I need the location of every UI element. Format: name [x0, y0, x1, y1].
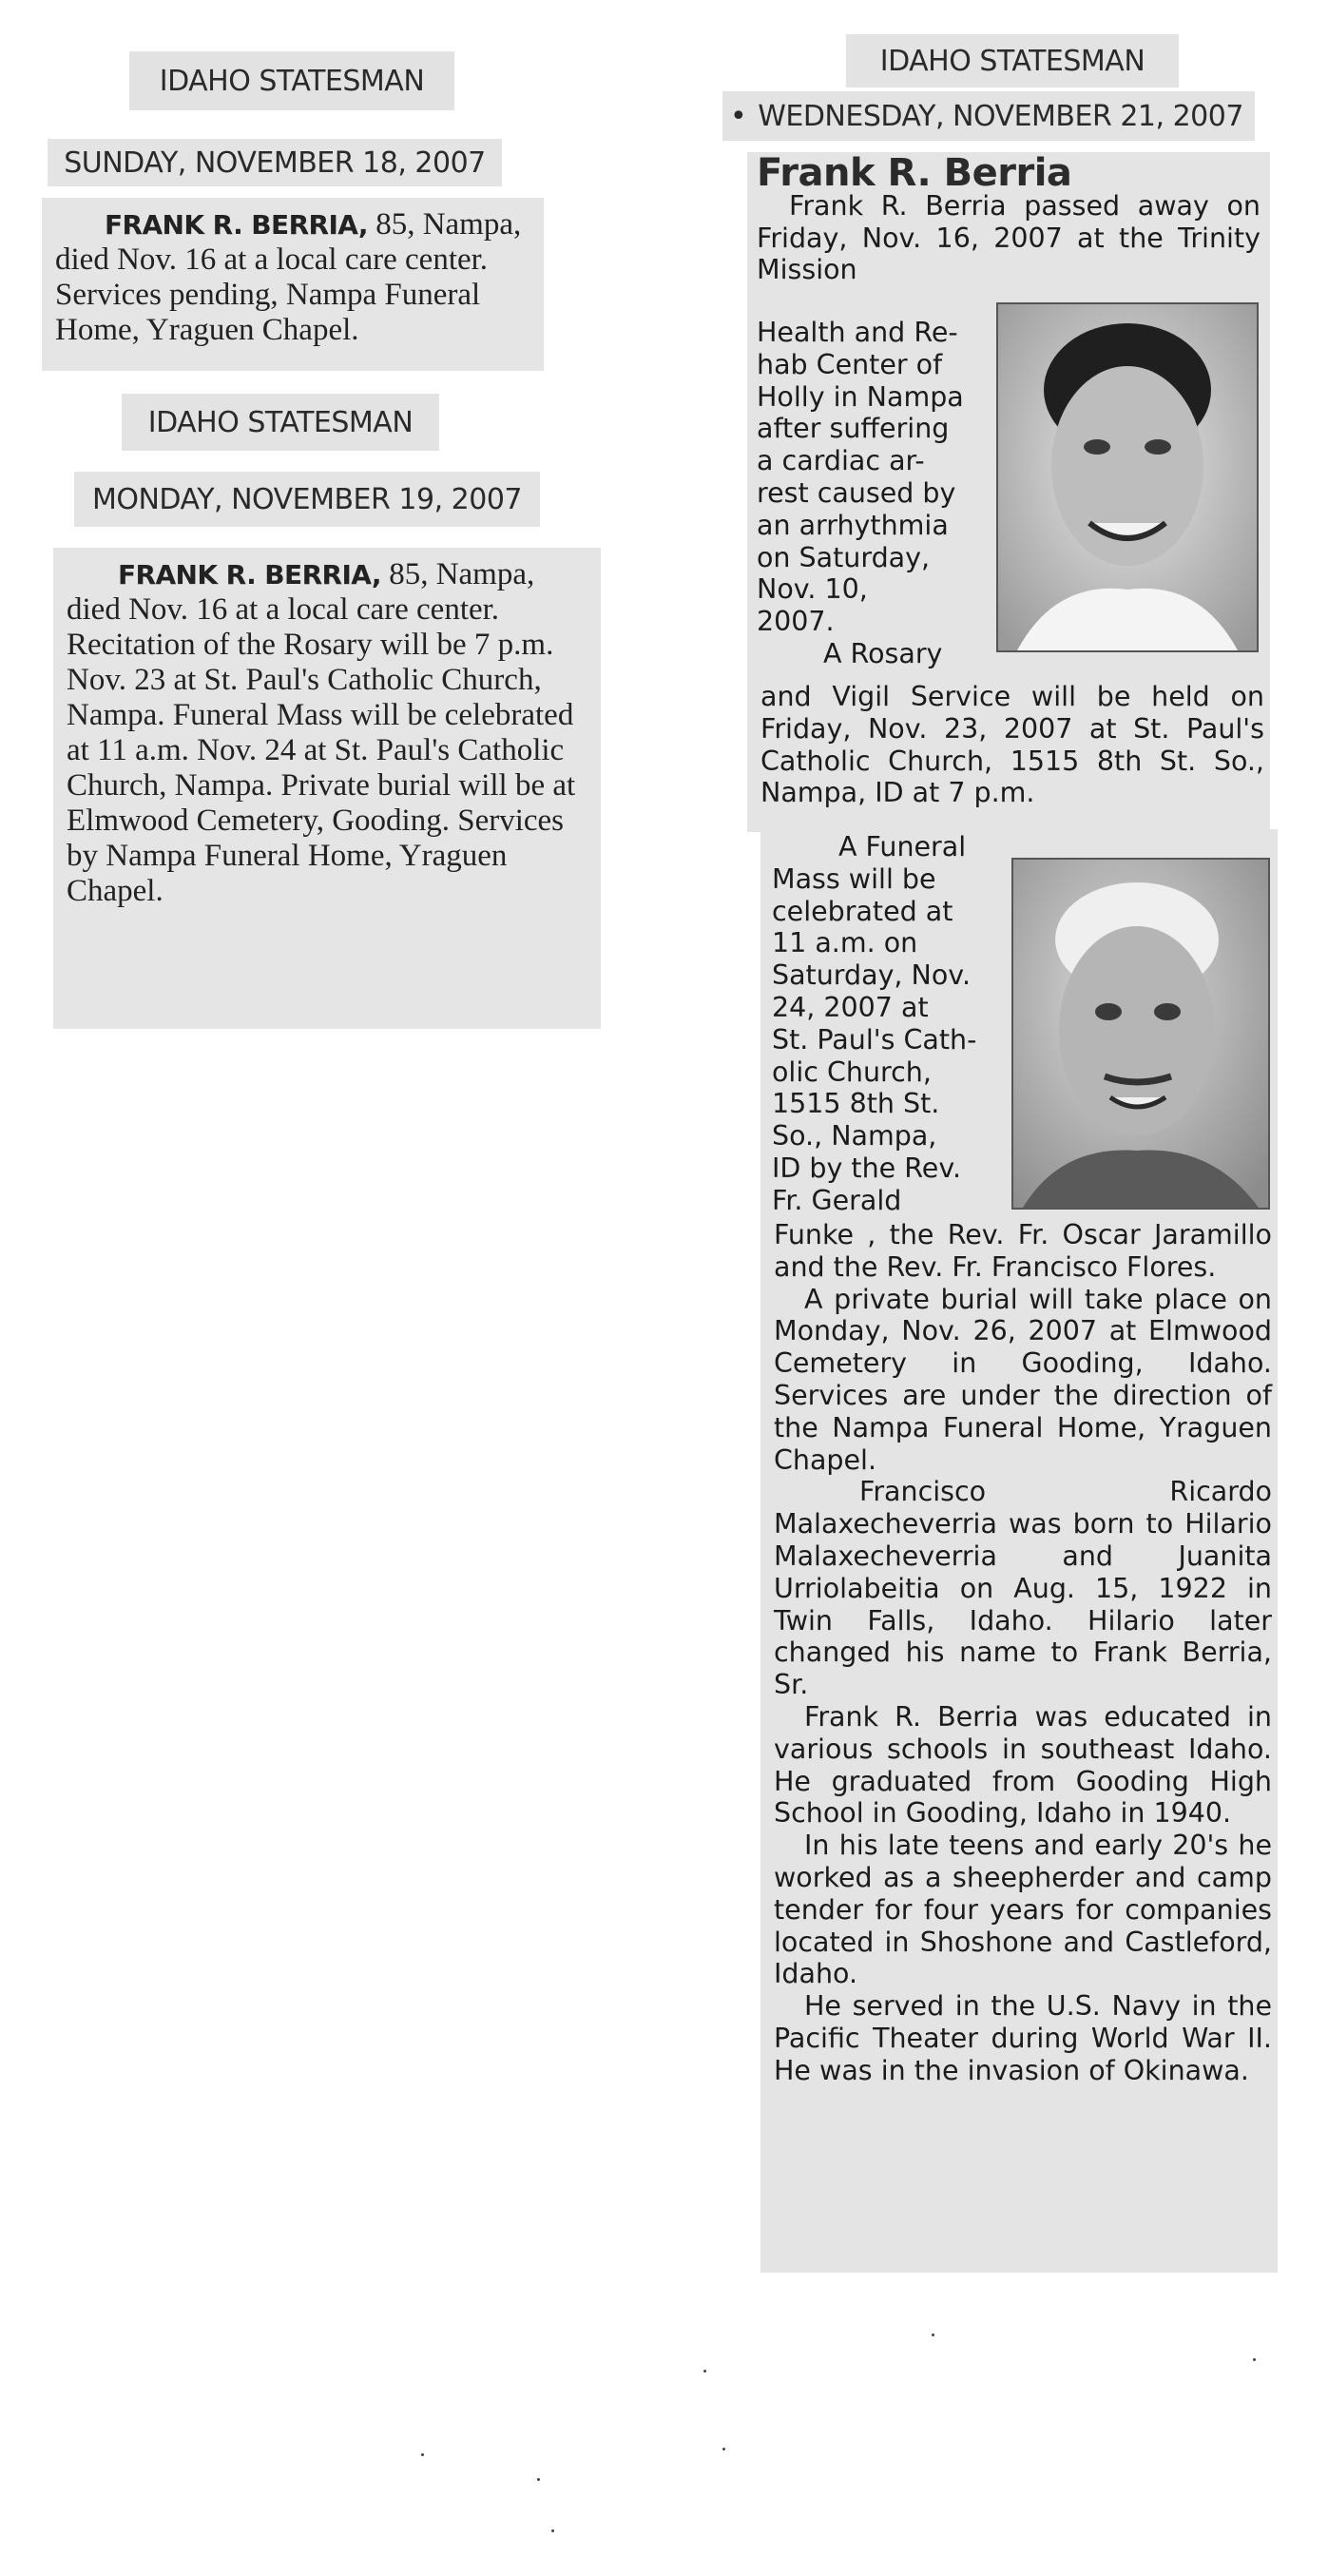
side-line: after suffering	[757, 413, 950, 445]
clip2-text: 85, Nampa, died Nov. 16 at a local care center. Recitation of the Rosary will be 7 p.m. Nov. 23 at St. Paul's Catholic Church, Nampa. Funeral Mass will be celebrated at 11 a.m. Nov. 24 at St. Paul's Catholic Church, Nampa. Private burial will be at Elmwood Cemetery, Gooding. Services by Nampa Funeral Home, Yraguen Chapel.	[67, 557, 576, 908]
clip2-paper-label	[122, 394, 439, 451]
clip3-date-label	[722, 91, 1255, 141]
side-line: 24, 2007 at	[772, 991, 929, 1023]
side-line: an arrhythmia	[757, 509, 949, 541]
portrait-young-icon	[998, 304, 1257, 650]
scan-speck	[537, 2478, 540, 2481]
side-line: 2007.	[757, 606, 835, 638]
side-line: Health and Re-	[757, 317, 958, 348]
side-line: on Saturday,	[757, 541, 931, 573]
clip2-date: MONDAY, NOVEMBER 19, 2007	[91, 482, 522, 516]
side-line: A Rosary	[823, 637, 943, 669]
obit-para3-side	[772, 831, 1004, 1217]
scan-speck	[1253, 2358, 1256, 2361]
clip1-notice	[42, 198, 544, 371]
side-line: So., Nampa,	[772, 1120, 937, 1152]
clip2-date-label	[74, 472, 540, 527]
obit-para8: He served in the U.S. Navy in the Pacific Theater during World War II. He was in the invasion of Okinawa.	[774, 1990, 1272, 2086]
side-line: ID by the Rev.	[772, 1152, 962, 1184]
portrait-older-icon	[1013, 860, 1268, 1208]
side-line: Nov. 10,	[757, 573, 868, 606]
clip1-date: SUNDAY, NOVEMBER 18, 2007	[64, 145, 486, 180]
side-line: Fr. Gerald	[772, 1184, 902, 1216]
obit-para7: In his late teens and early 20's he worked as a sheepherder and camp tender for four years for companies located in Shoshone and Castleford, Idaho.	[774, 1830, 1272, 1990]
clip1-name: FRANK R. BERRIA,	[105, 209, 368, 241]
obit-para2: and Vigil Service will be held on Friday, Nov. 23, 2007 at St. Paul's Catholic Church, 1515 8th St. So., Nampa, ID at 7 p.m.	[760, 681, 1264, 809]
scan-speck	[932, 2334, 934, 2336]
portrait-photo-young	[996, 302, 1259, 652]
side-line: 1515 8th St.	[772, 1088, 940, 1120]
obit-para4: A private burial will take place on Monday, Nov. 26, 2007 at Elmwood Cemetery in Gooding, Idaho. Services are under the direction of the Nampa Funeral Home, Yraguen Chapel.	[774, 1283, 1272, 1476]
obit-para2-rest	[760, 681, 1264, 809]
side-line: Holly in Nampa	[757, 380, 964, 413]
scan-speck	[703, 2370, 706, 2373]
side-line: rest caused by	[757, 476, 956, 509]
scan-speck	[722, 2448, 725, 2450]
scan-speck	[421, 2453, 424, 2456]
scan-speck	[551, 2529, 554, 2532]
clip3-paper-name: IDAHO STATESMAN	[879, 44, 1145, 78]
side-line: 11 a.m. on	[772, 927, 918, 959]
side-line: Saturday, Nov.	[772, 959, 972, 992]
clip2-name: FRANK R. BERRIA,	[118, 559, 381, 591]
obit-para1-top: Frank R. Berria passed away on Friday, Nov. 16, 2007 at the Trinity Mission	[757, 189, 1261, 286]
clip2-paper-name: IDAHO STATESMAN	[147, 405, 414, 439]
clip1-text: 85, Nampa, died Nov. 16 at a local care center. Services pending, Nampa Funeral Home, Yraguen Chapel.	[55, 207, 522, 347]
portrait-photo-older	[1011, 858, 1270, 1210]
clip3-date: WEDNESDAY, NOVEMBER 21, 2007	[758, 99, 1243, 133]
side-line: celebrated at	[772, 895, 953, 927]
obit-para3: Funke , the Rev. Fr. Oscar Jaramillo and the Rev. Fr. Francisco Flores.	[774, 1219, 1272, 1283]
clip1-paper-label	[129, 51, 454, 110]
side-line: Mass will be	[772, 862, 936, 895]
side-line: olic Church,	[772, 1056, 932, 1088]
clip2-notice	[53, 548, 601, 1029]
side-line: St. Paul's Cath-	[772, 1023, 977, 1056]
clip3-paper-label	[846, 34, 1179, 87]
obit-para6: Frank R. Berria was educated in various schools in southeast Idaho. He graduated from Gooding High School in Gooding, Idaho in 1940.	[774, 1700, 1272, 1830]
obit-para1-side	[757, 317, 985, 670]
clip1-paper-name: IDAHO STATESMAN	[159, 64, 425, 98]
side-line: a cardiac ar-	[757, 445, 925, 477]
clip1-date-label	[48, 139, 502, 186]
bullet: •	[730, 99, 747, 133]
side-line: hab Center of	[757, 348, 943, 380]
side-line: A Funeral	[838, 831, 967, 862]
obit-para5: Francisco Ricardo Malaxecheverria was born to Hilario Malaxecheverria and Juanita Urriolabeitia on Aug. 15, 1922 in Twin Falls, Idaho. Hilario later changed his name to Frank Berria, Sr.	[774, 1476, 1272, 1701]
obituary-headline: Frank R. Berria	[757, 151, 1072, 195]
obit-body-lower	[774, 1219, 1272, 2087]
